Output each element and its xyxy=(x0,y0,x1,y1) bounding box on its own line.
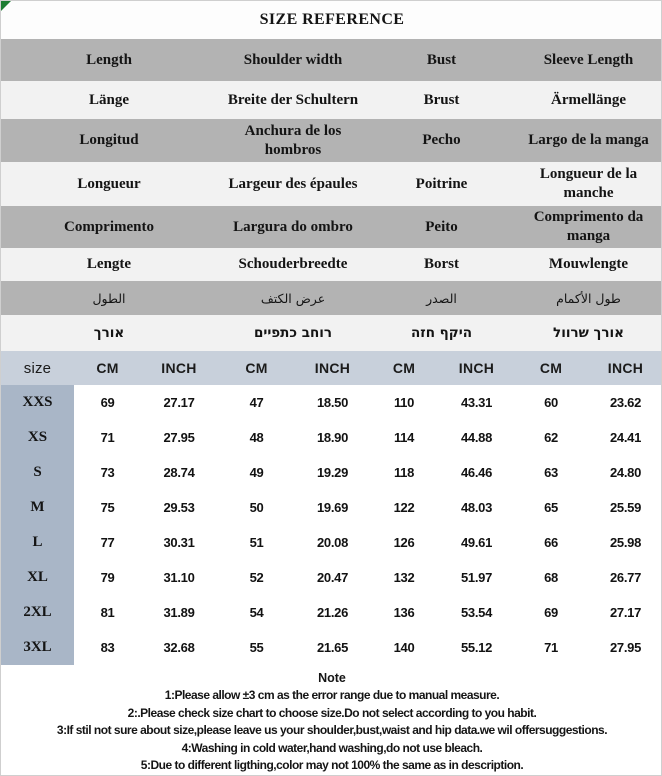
note-line: 2:.Please check size chart to choose size.Do not select according to you habit. xyxy=(127,705,537,720)
measurement-cell: 60 xyxy=(514,385,588,420)
measurement-cell: 77 xyxy=(74,525,141,560)
measurement-cell: 48.03 xyxy=(439,490,514,525)
measurement-cell: 140 xyxy=(369,630,439,665)
header-sleeve-es: Largo de la manga xyxy=(514,119,662,162)
measurement-cell: 44.88 xyxy=(439,420,514,455)
header-shoulder-en: Shoulder width xyxy=(217,39,369,81)
measurement-cell: 18.50 xyxy=(296,385,369,420)
measurement-cell: 49 xyxy=(217,455,296,490)
size-row-xxs xyxy=(1,385,662,420)
language-row-dutch xyxy=(1,248,662,281)
corner-marker-icon xyxy=(1,1,11,11)
measurement-cell: 31.89 xyxy=(141,595,217,630)
size-row-3xl xyxy=(1,630,662,665)
header-bust-en: Bust xyxy=(369,39,514,81)
measurement-cell: 53.54 xyxy=(439,595,514,630)
size-row-m xyxy=(1,490,662,525)
header-sleeve-fr: Longueur de la manche xyxy=(514,162,662,206)
measurement-cell: 69 xyxy=(74,385,141,420)
measurement-cell: 26.77 xyxy=(588,560,662,595)
size-label: XXS xyxy=(1,385,74,420)
measurement-cell: 47 xyxy=(217,385,296,420)
size-row-xl xyxy=(1,560,662,595)
measurement-cell: 79 xyxy=(74,560,141,595)
language-row-portuguese xyxy=(1,206,662,248)
measurement-cell: 29.53 xyxy=(141,490,217,525)
language-row-hebrew xyxy=(1,315,662,351)
size-label: S xyxy=(1,455,74,490)
title-row xyxy=(1,1,662,39)
page-title: SIZE REFERENCE xyxy=(1,1,662,39)
header-sleeve-en: Sleeve Length xyxy=(514,39,662,81)
measurement-cell: 132 xyxy=(369,560,439,595)
measurement-cell: 20.47 xyxy=(296,560,369,595)
measurement-cell: 49.61 xyxy=(439,525,514,560)
measurement-cell: 55.12 xyxy=(439,630,514,665)
measurement-cell: 62 xyxy=(514,420,588,455)
language-row-german xyxy=(1,81,662,119)
note-heading: Note xyxy=(318,671,346,685)
header-length-fr: Longueur xyxy=(1,162,217,206)
measurement-cell: 28.74 xyxy=(141,455,217,490)
measurement-cell: 20.08 xyxy=(296,525,369,560)
header-length-es: Longitud xyxy=(1,119,217,162)
measurement-cell: 63 xyxy=(514,455,588,490)
measurement-cell: 66 xyxy=(514,525,588,560)
note-line: 5:Due to different ligthing,color may not 100% the same as in description. xyxy=(140,758,524,772)
measurement-cell: 68 xyxy=(514,560,588,595)
measurement-cell: 27.17 xyxy=(141,385,217,420)
header-shoulder-es: Anchura de los hombros xyxy=(217,119,369,162)
measurement-cell: 118 xyxy=(369,455,439,490)
header-sleeve-ar: طول الأكمام xyxy=(514,281,662,315)
header-bust-es: Pecho xyxy=(369,119,514,162)
header-shoulder-nl: Schouderbreedte xyxy=(217,248,369,281)
measurement-cell: 136 xyxy=(369,595,439,630)
measurement-cell: 46.46 xyxy=(439,455,514,490)
measurement-cell: 48 xyxy=(217,420,296,455)
measurement-cell: 71 xyxy=(74,420,141,455)
language-row-english xyxy=(1,39,662,81)
measurement-cell: 81 xyxy=(74,595,141,630)
unit-header-inch-4: INCH xyxy=(588,351,662,385)
size-reference-table xyxy=(1,1,662,665)
measurement-cell: 24.80 xyxy=(588,455,662,490)
header-bust-pt: Peito xyxy=(369,206,514,248)
header-bust-de: Brust xyxy=(369,81,514,119)
unit-header-inch-3: INCH xyxy=(439,351,514,385)
size-label: M xyxy=(1,490,74,525)
header-shoulder-fr: Largeur des épaules xyxy=(217,162,369,206)
measurement-cell: 75 xyxy=(74,490,141,525)
size-row-xs xyxy=(1,420,662,455)
measurement-cell: 21.65 xyxy=(296,630,369,665)
measurement-cell: 31.10 xyxy=(141,560,217,595)
measurement-cell: 24.41 xyxy=(588,420,662,455)
measurement-cell: 25.59 xyxy=(588,490,662,525)
unit-header-cm-3: CM xyxy=(369,351,439,385)
size-label: XS xyxy=(1,420,74,455)
measurement-cell: 18.90 xyxy=(296,420,369,455)
header-bust-he: היקף חזה xyxy=(369,315,514,351)
language-row-french xyxy=(1,162,662,206)
measurement-cell: 114 xyxy=(369,420,439,455)
measurement-cell: 69 xyxy=(514,595,588,630)
language-row-arabic xyxy=(1,281,662,315)
header-length-nl: Lengte xyxy=(1,248,217,281)
note-line: 4:Washing in cold water,hand washing,do not use bleach. xyxy=(181,740,483,755)
measurement-cell: 52 xyxy=(217,560,296,595)
header-shoulder-de: Breite der Schultern xyxy=(217,81,369,119)
measurement-cell: 25.98 xyxy=(588,525,662,560)
language-row-spanish xyxy=(1,119,662,162)
header-length-de: Länge xyxy=(1,81,217,119)
unit-header-cm-1: CM xyxy=(74,351,141,385)
measurement-cell: 73 xyxy=(74,455,141,490)
header-length-en: Length xyxy=(1,39,217,81)
size-label: 3XL xyxy=(1,630,74,665)
header-sleeve-nl: Mouwlengte xyxy=(514,248,662,281)
measurement-cell: 65 xyxy=(514,490,588,525)
header-bust-nl: Borst xyxy=(369,248,514,281)
header-sleeve-he: אורך שרוול xyxy=(514,315,662,351)
header-length-ar: الطول xyxy=(1,281,217,315)
header-bust-fr: Poitrine xyxy=(369,162,514,206)
size-label: XL xyxy=(1,560,74,595)
size-label: L xyxy=(1,525,74,560)
measurement-cell: 27.17 xyxy=(588,595,662,630)
measurement-cell: 27.95 xyxy=(588,630,662,665)
measurement-cell: 126 xyxy=(369,525,439,560)
unit-header-inch-1: INCH xyxy=(141,351,217,385)
header-sleeve-de: Ärmellänge xyxy=(514,81,662,119)
size-row-s xyxy=(1,455,662,490)
header-bust-ar: الصدر xyxy=(369,281,514,315)
measurement-cell: 30.31 xyxy=(141,525,217,560)
size-row-l xyxy=(1,525,662,560)
size-label: 2XL xyxy=(1,595,74,630)
size-column-header: size xyxy=(1,351,74,385)
header-sleeve-pt: Comprimento da manga xyxy=(514,206,662,248)
measurement-cell: 32.68 xyxy=(141,630,217,665)
unit-header-cm-4: CM xyxy=(514,351,588,385)
unit-header-inch-2: INCH xyxy=(296,351,369,385)
measurement-cell: 21.26 xyxy=(296,595,369,630)
measurement-cell: 55 xyxy=(217,630,296,665)
size-row-2xl xyxy=(1,595,662,630)
header-length-he: אורך xyxy=(1,315,217,351)
size-header-row xyxy=(1,351,662,385)
measurement-cell: 51 xyxy=(217,525,296,560)
measurement-cell: 19.29 xyxy=(296,455,369,490)
header-shoulder-ar: عرض الكتف xyxy=(217,281,369,315)
header-shoulder-pt: Largura do ombro xyxy=(217,206,369,248)
header-shoulder-he: רוחב כתפיים xyxy=(217,315,369,351)
note-line: 3:If stil not sure about size,please leave us your shoulder,bust,waist and hip data.we wil offersuggestions. xyxy=(56,723,608,737)
measurement-cell: 19.69 xyxy=(296,490,369,525)
measurement-cell: 43.31 xyxy=(439,385,514,420)
measurement-cell: 122 xyxy=(369,490,439,525)
measurement-cell: 71 xyxy=(514,630,588,665)
unit-header-cm-2: CM xyxy=(217,351,296,385)
measurement-cell: 51.97 xyxy=(439,560,514,595)
measurement-cell: 54 xyxy=(217,595,296,630)
measurement-cell: 110 xyxy=(369,385,439,420)
measurement-cell: 50 xyxy=(217,490,296,525)
measurement-cell: 23.62 xyxy=(588,385,662,420)
measurement-cell: 27.95 xyxy=(141,420,217,455)
measurement-cell: 83 xyxy=(74,630,141,665)
note-section xyxy=(1,665,662,776)
note-line: 1:Please allow ±3 cm as the error range due to manual measure. xyxy=(164,688,500,702)
header-length-pt: Comprimento xyxy=(1,206,217,248)
